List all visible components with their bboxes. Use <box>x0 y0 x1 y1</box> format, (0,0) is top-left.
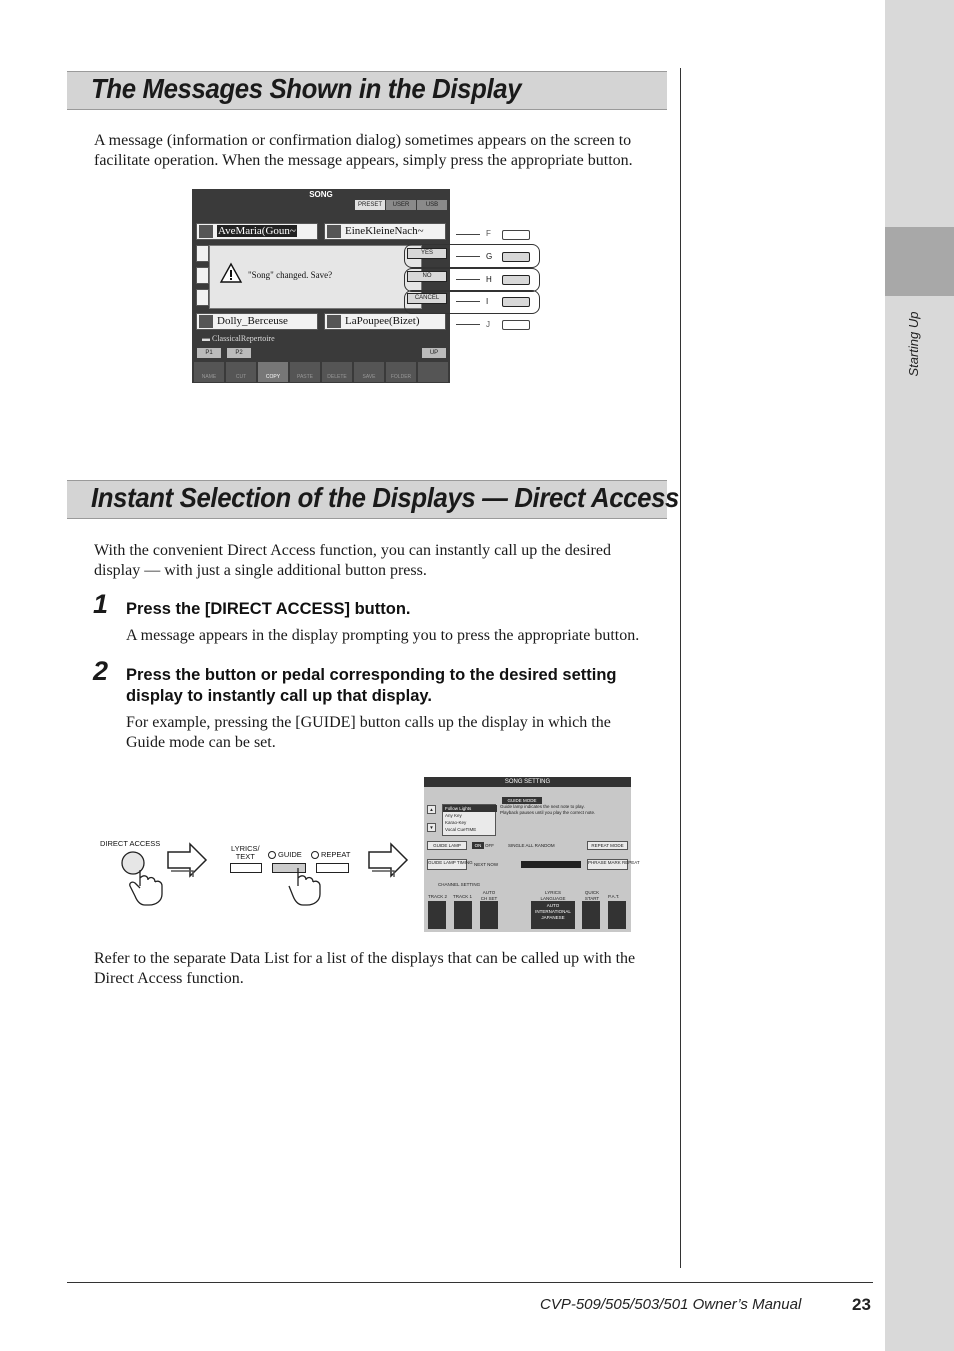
name-button[interactable]: NAME <box>194 362 224 382</box>
tab-user: USER <box>386 200 416 210</box>
section-heading-text: The Messages Shown in the Display <box>91 73 522 104</box>
next-now-option[interactable]: NEXT NOW <box>474 862 499 867</box>
button-letter: G <box>486 252 493 261</box>
step-body: A message appears in the display prompting you to press the appropriate button. <box>126 627 640 644</box>
file-item-edge <box>196 245 209 262</box>
song-icon <box>199 225 213 238</box>
down-arrow-icon[interactable]: ▼ <box>427 823 436 832</box>
step-title: Press the [DIRECT ACCESS] button. <box>126 600 411 618</box>
section-heading-text: Instant Selection of the Displays — Direct Access <box>91 482 679 513</box>
leader-line <box>456 234 480 235</box>
tab-usb: USB <box>417 200 447 210</box>
file-item: LaPoupee(Bizet) <box>324 313 446 330</box>
phrase-slider[interactable] <box>521 861 581 868</box>
step-title <box>126 665 616 707</box>
file-item: EineKleineNach~ <box>324 223 446 240</box>
blank-button[interactable] <box>418 362 448 382</box>
song-icon <box>327 315 341 328</box>
warning-icon <box>220 263 242 283</box>
section-heading <box>67 480 679 519</box>
delete-button[interactable]: DELETE <box>322 362 352 382</box>
lyrics-language-control[interactable]: AUTO INTERNATIONAL JAPANESE <box>531 901 575 929</box>
chapter-label: Starting Up <box>906 311 921 377</box>
column-label: TRACK 2 <box>428 894 448 899</box>
column-label: AUTO CH SET <box>480 890 498 901</box>
yes-button[interactable]: YES <box>407 248 447 259</box>
body-line: facilitate operation. When the message appears, simply press the appropriate button. <box>94 152 633 169</box>
body-paragraph <box>94 131 633 171</box>
single-all-random[interactable]: SINGLE ALL RANDOM <box>508 843 555 848</box>
tab-preset: PRESET <box>355 200 385 210</box>
chapter-tab <box>885 227 954 296</box>
list-item[interactable]: Any Key <box>445 813 462 818</box>
page-button-p1[interactable]: P1 <box>197 348 221 358</box>
body-line: A message (information or confirmation dialog) sometimes appears on the screen to <box>94 132 632 149</box>
button-letter: J <box>486 320 490 329</box>
body-line: display — with just a single additional button press. <box>94 562 427 579</box>
paste-button[interactable]: PASTE <box>290 362 320 382</box>
step-number: 1 <box>93 589 109 619</box>
pointing-hand-icon <box>284 862 326 908</box>
body-line: Guide mode can be set. <box>126 734 276 751</box>
auto-ch-control[interactable] <box>480 901 498 929</box>
footer-rule <box>67 1282 873 1283</box>
file-item: AveMaria(Goun~ <box>196 223 318 240</box>
body-line: With the convenient Direct Access function, you can instantly call up the desired <box>94 542 611 559</box>
off-option[interactable]: OFF <box>485 843 494 848</box>
cancel-button[interactable]: CANCEL <box>407 293 447 304</box>
quick-start-control[interactable] <box>582 901 600 929</box>
arrow-right-icon <box>166 842 208 878</box>
song-setting-screen <box>424 777 640 932</box>
repeat-lamp-icon <box>311 851 319 859</box>
step-title-line: display to instantly call up that display. <box>126 687 432 705</box>
section-heading <box>67 71 667 110</box>
file-item-edge <box>196 289 209 306</box>
panel-button-j[interactable] <box>502 320 530 330</box>
list-item[interactable]: Karao-Key <box>445 820 467 825</box>
up-arrow-icon[interactable]: ▲ <box>427 805 436 814</box>
folder-path: ▬ ClassicalRepertoire <box>202 334 275 343</box>
track1-control[interactable] <box>454 901 472 929</box>
guide-lamp-label: GUIDE LAMP <box>427 841 467 850</box>
button-letter: H <box>486 275 492 284</box>
on-option[interactable]: ON <box>472 842 484 849</box>
song-icon <box>327 225 341 238</box>
cut-button[interactable]: CUT <box>226 362 256 382</box>
direct-access-label: DIRECT ACCESS <box>100 839 161 848</box>
page-number: 23 <box>852 1295 871 1314</box>
save-button[interactable]: SAVE <box>354 362 384 382</box>
panel-button-g[interactable] <box>502 252 530 262</box>
up-button[interactable]: UP <box>422 348 446 358</box>
pointing-hand-icon <box>130 870 162 905</box>
screen-title: SONG <box>309 190 333 199</box>
arrow-right-icon <box>367 842 409 878</box>
body-line: For example, pressing the [GUIDE] button calls up the display in which the <box>126 714 611 731</box>
phrase-mark-label: PHRASE MARK REPEAT <box>587 859 628 870</box>
direct-access-button[interactable] <box>118 848 170 908</box>
column-label: TRACK 1 <box>453 894 473 899</box>
list-item[interactable]: Vocal CueTIME <box>445 827 477 832</box>
button-letter: I <box>486 297 489 306</box>
leader-line <box>456 301 480 302</box>
folder-icon: ▬ <box>202 334 212 343</box>
guide-lamp-icon <box>268 851 276 859</box>
pat-control[interactable] <box>608 901 626 929</box>
dialog-message: "Song" changed. Save? <box>248 270 333 280</box>
channel-setting-label: CHANNEL SETTING <box>438 882 481 887</box>
leader-line <box>456 324 480 325</box>
screen-title: SONG SETTING <box>424 777 631 787</box>
list-item[interactable]: Follow Lights <box>443 805 497 812</box>
panel-button-f[interactable] <box>502 230 530 240</box>
song-icon <box>199 315 213 328</box>
column-label: QUICK START <box>584 890 600 901</box>
manual-title: CVP-509/505/503/501 Owner’s Manual <box>540 1296 802 1313</box>
guide-description: Playback pauses until you play the correct note. <box>500 810 596 815</box>
repeat-mode-label: REPEAT MODE <box>587 841 628 850</box>
no-button[interactable]: NO <box>407 271 447 282</box>
step-number: 2 <box>93 656 109 686</box>
side-strip <box>885 0 954 1351</box>
leader-line <box>456 256 480 257</box>
body-line: Direct Access function. <box>94 970 244 987</box>
confirm-dialog <box>209 245 422 309</box>
body-paragraph <box>94 541 611 581</box>
page-button-p2[interactable]: P2 <box>227 348 251 358</box>
panel-button-i[interactable] <box>502 297 530 307</box>
column-label: P.A.T. <box>608 894 620 899</box>
body-line: Refer to the separate Data List for a list of the displays that can be called up with the <box>94 950 636 967</box>
column-rule <box>680 68 681 1268</box>
file-item: Dolly_Berceuse <box>196 313 318 330</box>
step-title-line: Press the button or pedal corresponding to the desired setting <box>126 666 617 684</box>
guide-mode-list[interactable] <box>442 804 496 836</box>
folder-button[interactable]: FOLDER <box>386 362 416 382</box>
lyrics-text-button[interactable] <box>230 863 262 873</box>
guide-mode-label: GUIDE MODE <box>502 797 542 804</box>
leader-line <box>456 279 480 280</box>
file-item-edge <box>196 267 209 284</box>
step-body <box>126 713 611 753</box>
copy-button[interactable]: COPY <box>258 362 288 382</box>
button-letter: F <box>486 229 491 238</box>
panel-button-h[interactable] <box>502 275 530 285</box>
guide-description: Guide lamp indicates the next note to play. <box>500 804 585 809</box>
closing-paragraph <box>94 949 635 989</box>
lyrics-text-label: LYRICS/ TEXT <box>231 844 260 861</box>
guide-label: GUIDE <box>278 850 302 859</box>
guide-lamp-timing-label: GUIDE LAMP TIMING <box>427 859 467 870</box>
repeat-label: REPEAT <box>321 850 351 859</box>
column-label: LYRICS LANGUAGE <box>540 890 566 901</box>
track2-control[interactable] <box>428 901 446 929</box>
